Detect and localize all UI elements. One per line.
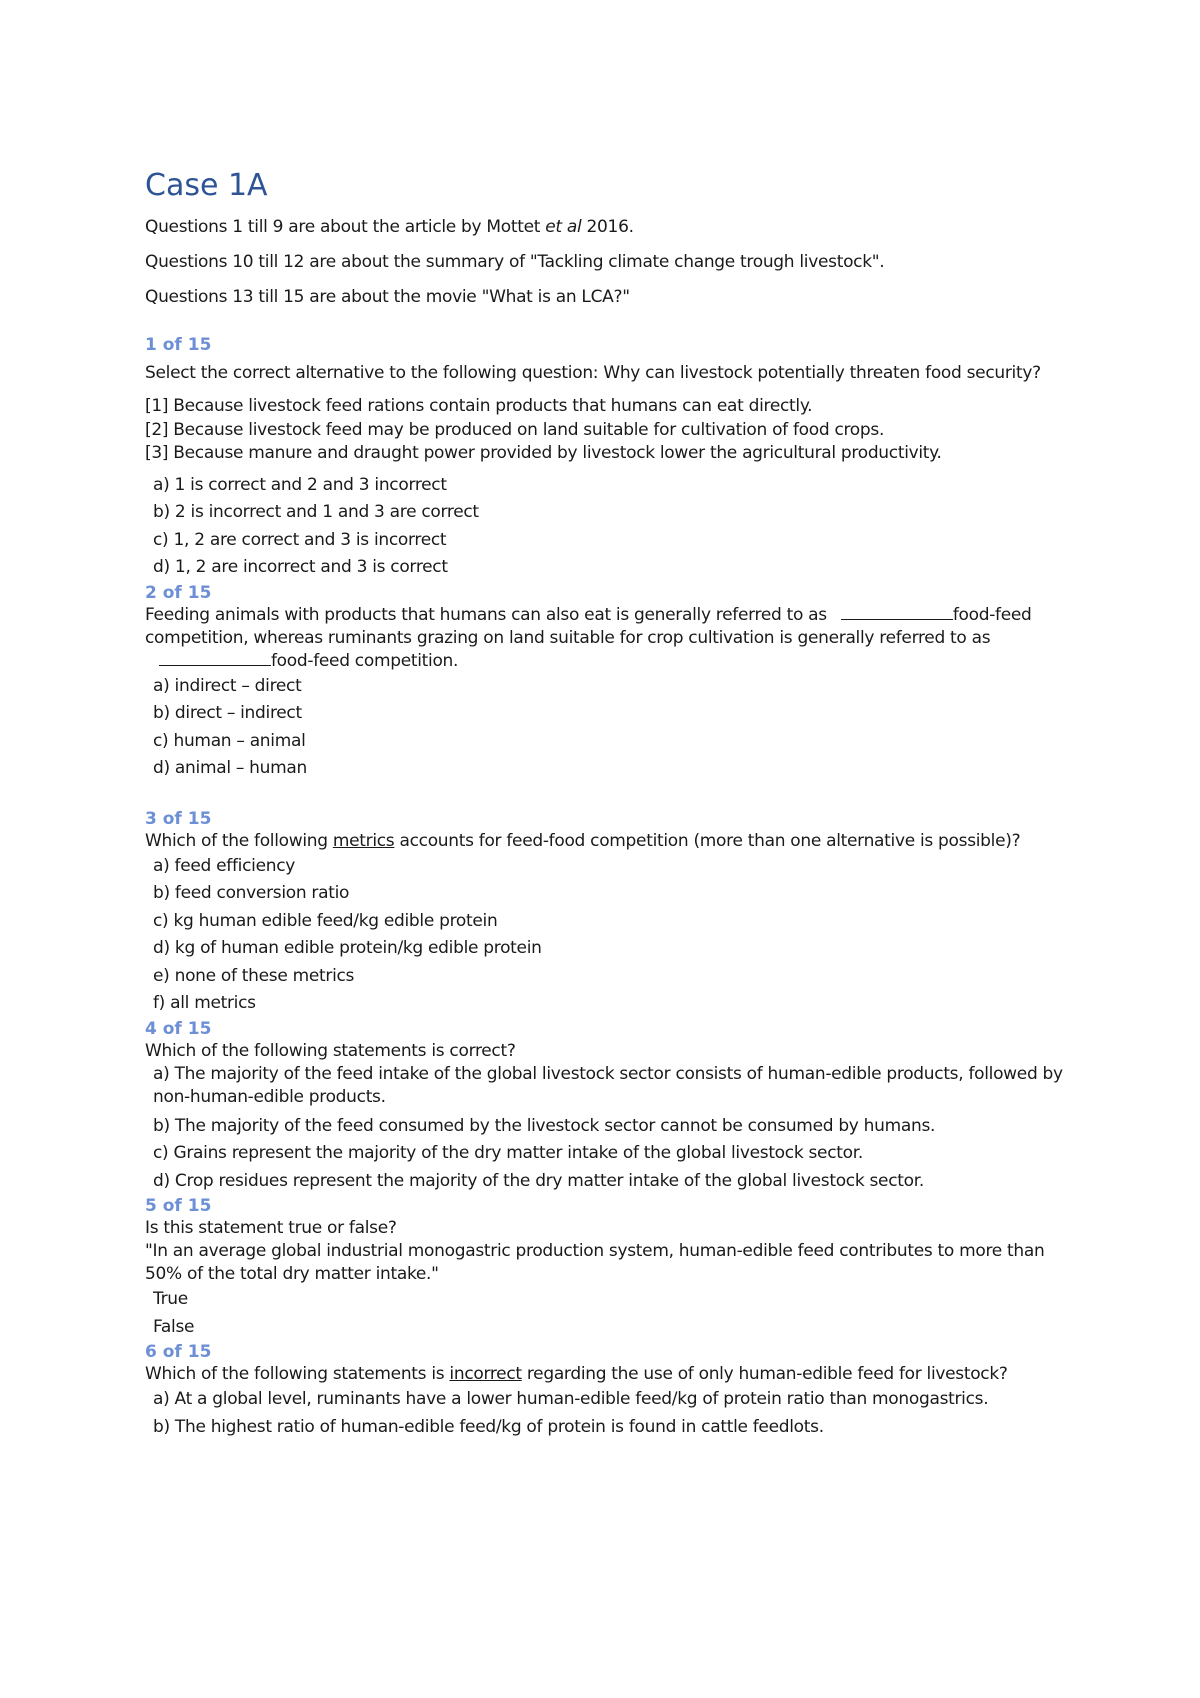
answer-option: c) 1, 2 are correct and 3 is incorrect bbox=[153, 529, 447, 550]
question-number: 6 of 15 bbox=[145, 1342, 212, 1362]
intro-line bbox=[145, 251, 1070, 273]
answer-option: d) 1, 2 are incorrect and 3 is correct bbox=[153, 557, 448, 577]
statement: [1] Because livestock feed rations contain products that humans can eat directly. bbox=[145, 396, 813, 416]
document-content bbox=[145, 168, 1070, 1441]
answer-option: c) human – animal bbox=[153, 730, 306, 751]
question-text bbox=[145, 830, 1070, 853]
question-number: 3 of 15 bbox=[145, 808, 212, 829]
intro-line bbox=[145, 286, 1070, 308]
intro-text: Questions 13 till 15 are about the movie "What is an LCA?" bbox=[145, 287, 630, 307]
answer-option: b) 2 is incorrect and 1 and 3 are correct bbox=[153, 502, 479, 522]
answer-option: d) kg of human edible protein/kg edible protein bbox=[153, 938, 542, 958]
underlined-term: metrics bbox=[332, 830, 395, 851]
question-5 bbox=[145, 1195, 1070, 1341]
intro-line bbox=[145, 216, 1070, 238]
question-4 bbox=[145, 1018, 1070, 1196]
question-text-part: Feeding animals with products that humans can also eat is generally referred to as bbox=[145, 604, 827, 625]
answer-option: c) Grains represent the majority of the dry matter intake of the global livestock sector. bbox=[153, 1143, 863, 1163]
question-text: Is this statement true or false? bbox=[145, 1218, 397, 1238]
question-text-part: Which of the following bbox=[145, 830, 333, 851]
statement-list bbox=[145, 395, 1070, 466]
intro-italic: et al bbox=[545, 217, 582, 237]
fill-blank bbox=[159, 650, 271, 666]
answer-option: a) The majority of the feed intake of the global livestock sector consists of human-edible products, followed by non-human-edible products. bbox=[153, 1063, 1063, 1107]
answer-option: a) indirect – direct bbox=[153, 675, 302, 696]
intro-text: 2016. bbox=[581, 217, 634, 237]
question-text-part: accounts for feed-food competition (more than one alternative is possible)? bbox=[394, 830, 1021, 851]
question-number: 4 of 15 bbox=[145, 1018, 212, 1039]
answer-option: True bbox=[153, 1289, 188, 1309]
question-text-part: regarding the use of only human-edible feed for livestock? bbox=[521, 1364, 1008, 1384]
question-number: 5 of 15 bbox=[145, 1196, 212, 1216]
answer-option: b) direct – indirect bbox=[153, 703, 302, 723]
answer-option: c) kg human edible feed/kg edible protein bbox=[153, 910, 498, 931]
question-2 bbox=[145, 582, 1070, 783]
statement: [3] Because manure and draught power provided by livestock lower the agricultural productivity. bbox=[145, 443, 942, 463]
intro-text: Questions 1 till 9 are about the article by Mottet bbox=[145, 217, 546, 237]
question-3 bbox=[145, 808, 1070, 1018]
answer-option: b) The highest ratio of human-edible feed/kg of protein is found in cattle feedlots. bbox=[153, 1416, 824, 1437]
answer-option: f) all metrics bbox=[153, 993, 256, 1013]
answer-option: b) The majority of the feed consumed by the livestock sector cannot be consumed by humans. bbox=[153, 1115, 936, 1136]
question-text bbox=[145, 604, 1070, 673]
answer-option: False bbox=[153, 1316, 195, 1337]
answer-option: e) none of these metrics bbox=[153, 965, 355, 986]
fill-blank bbox=[841, 604, 953, 620]
answer-option: a) feed efficiency bbox=[153, 855, 296, 876]
statement: [2] Because livestock feed may be produced on land suitable for cultivation of food crops. bbox=[145, 419, 885, 440]
intro-text: Questions 10 till 12 are about the summary of "Tackling climate change trough livestock". bbox=[145, 252, 885, 272]
question-1 bbox=[145, 334, 1070, 582]
answer-option: a) At a global level, ruminants have a lower human-edible feed/kg of protein ratio than monogastrics. bbox=[153, 1389, 989, 1409]
question-6 bbox=[145, 1341, 1070, 1441]
question-text-part: food-feed competition. bbox=[271, 650, 459, 671]
question-quote: "In an average global industrial monogastric production system, human-edible feed contributes to more than 50% of the total dry matter intake." bbox=[145, 1241, 1045, 1284]
page-title: Case 1A bbox=[145, 168, 268, 203]
answer-option: a) 1 is correct and 2 and 3 incorrect bbox=[153, 474, 447, 495]
answer-option: d) Crop residues represent the majority of the dry matter intake of the global livestock sector. bbox=[153, 1170, 924, 1191]
question-text-part: Which of the following statements is bbox=[145, 1364, 450, 1384]
question-text bbox=[145, 1363, 1070, 1386]
question-text: Which of the following statements is correct? bbox=[145, 1040, 516, 1061]
question-text: Select the correct alternative to the following question: Why can livestock potentially threaten food security? bbox=[145, 363, 1041, 383]
answer-option: d) animal – human bbox=[153, 758, 307, 778]
question-number: 2 of 15 bbox=[145, 582, 212, 603]
question-text-part: food-feed competition, whereas ruminants grazing on land suitable for crop cultivation is generally referred to as bbox=[145, 604, 1032, 648]
underlined-term: incorrect bbox=[449, 1364, 522, 1384]
answer-option: b) feed conversion ratio bbox=[153, 883, 350, 903]
question-number: 1 of 15 bbox=[145, 335, 212, 355]
